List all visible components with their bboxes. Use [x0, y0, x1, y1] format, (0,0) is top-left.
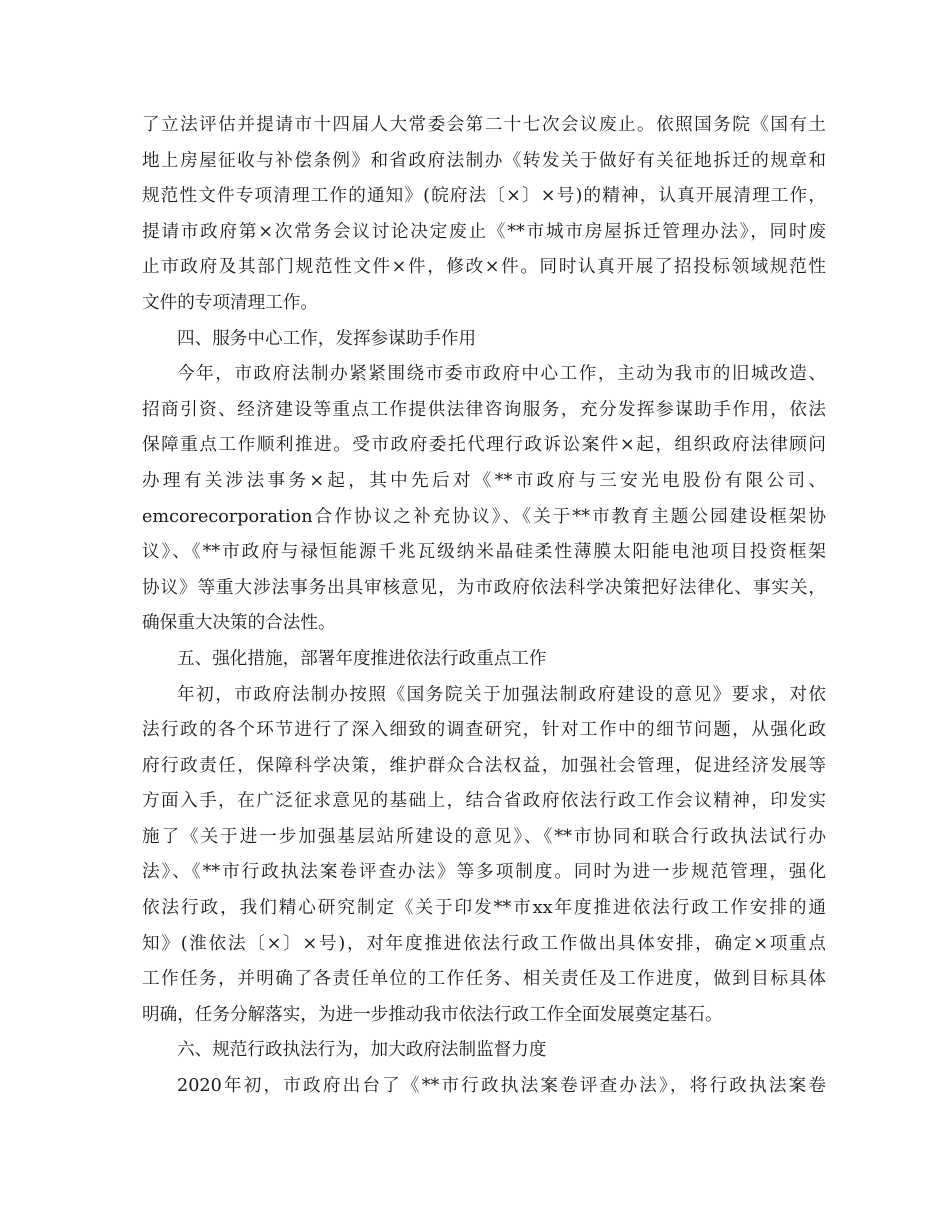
text-line: 议》、《**市政府与禄恒能源千兆瓦级纳米晶硅柔性薄膜太阳能电池项目投资框架	[142, 542, 826, 563]
text-line: 知》(淮依法〔×〕×号)，对年度推进依法行政工作做出具体安排，确定×项重点	[142, 933, 826, 954]
text-line: 年初，市政府法制办按照《国务院关于加强法制政府建设的意见》要求，对依	[177, 684, 826, 705]
document-page	[142, 108, 826, 1105]
text-line: 明确，任务分解落实，为进一步推动我市依法行政工作全面发展奠定基石。	[142, 1004, 723, 1025]
text-line: 府行政责任，保障科学决策，维护群众合法权益，加强社会管理，促进经济发展等	[142, 755, 826, 776]
text-line: 四、服务中心工作，发挥参谋助手作用	[177, 328, 477, 349]
text-line: 止市政府及其部门规范性文件×件，修改×件。同时认真开展了招投标领域规范性	[142, 257, 826, 278]
text-line: 方面入手，在广泛征求意见的基础上，结合省政府依法行政工作会议精神，印发实	[142, 791, 826, 812]
text-line: 法》、《**市行政执法案卷评查办法》等多项制度。同时为进一步规范管理，强化	[142, 862, 826, 883]
text-line: 五、强化措施，部署年度推进依法行政重点工作	[177, 648, 547, 669]
text-line: 保障重点工作顺利推进。受市政府委托代理行政诉讼案件×起，组织政府法律顾问	[142, 435, 826, 456]
text-line: emcorecorporation合作协议之补充协议》、《关于**市教育主题公园建设框架协	[142, 506, 826, 527]
text-line: 了立法评估并提请市十四届人大常委会第二十七次会议废止。依照国务院《国有土	[142, 115, 826, 135]
text-line: 法行政的各个环节进行了深入细致的调查研究，针对工作中的细节问题，从强化政	[142, 720, 826, 741]
text-line: 工作任务，并明确了各责任单位的工作任务、相关责任及工作进度，做到目标具体	[142, 969, 826, 990]
text-line: 确保重大决策的合法性。	[142, 613, 336, 634]
text-line: 招商引资、经济建设等重点工作提供法律咨询服务，充分发挥参谋助手作用，依法	[142, 399, 826, 420]
text-line: 六、规范行政执法行为，加大政府法制监督力度	[177, 1040, 547, 1061]
text-line: 依法行政，我们精心研究制定《关于印发**市xx年度推进依法行政工作安排的通	[142, 898, 826, 919]
text-line: 提请市政府第×次常务会议讨论决定废止《**市城市房屋拆迁管理办法》，同时废	[142, 221, 826, 242]
text-line: 文件的专项清理工作。	[142, 292, 318, 313]
text-line: 施了《关于进一步加强基层站所建设的意见》、《**市协同和联合行政执法试行办	[142, 826, 826, 847]
text-line: 办理有关涉法事务×起，其中先后对《**市政府与三安光电股份有限公司、	[142, 470, 826, 491]
text-line: 协议》等重大涉法事务出具审核意见，为市政府依法科学决策把好法律化、事实关，	[142, 577, 826, 598]
text-line: 规范性文件专项清理工作的通知》(皖府法〔×〕×号)的精神，认真开展清理工作，	[142, 186, 826, 207]
text-line: 2020年初，市政府出台了《**市行政执法案卷评查办法》，将行政执法案卷	[177, 1076, 826, 1097]
text-line: 今年，市政府法制办紧紧围绕市委市政府中心工作，主动为我市的旧城改造、	[177, 364, 826, 385]
text-line: 地上房屋征收与补偿条例》和省政府法制办《转发关于做好有关征地拆迁的规章和	[142, 150, 826, 171]
